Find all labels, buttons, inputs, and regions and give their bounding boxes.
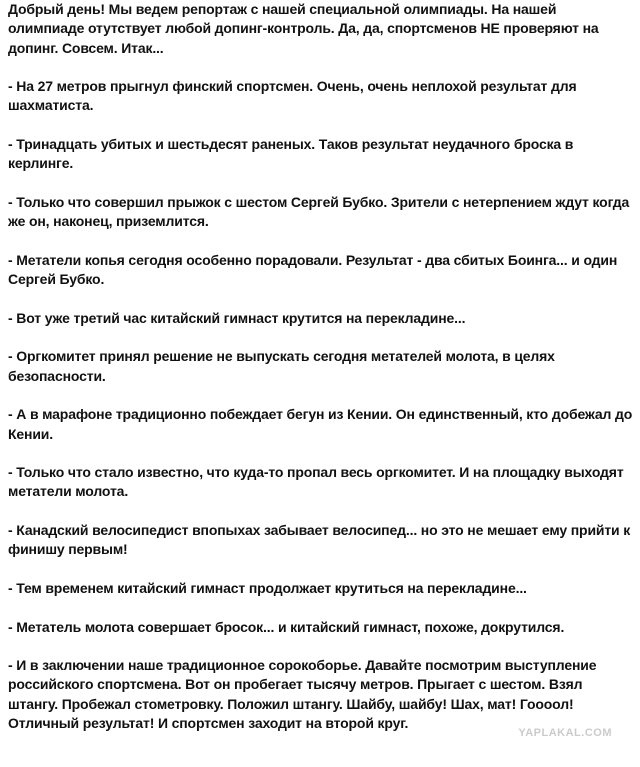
paragraph-item: - Тринадцать убитых и шестьдесят раненых. Таков результат неудачного броска в керлинге. — [8, 136, 574, 172]
paragraph-item: - Оргкомитет принял решение не выпускать сегодня метателей молота, в целях безопасности. — [8, 348, 555, 384]
paragraph-item: - Тем временем китайский гимнаст продолжает крутиться на перекладине... — [8, 579, 527, 596]
paragraph-item: - Канадский велосипедист впопыхах забывает велосипед... но это не мешает ему прийти к финишу первым! — [8, 522, 631, 558]
paragraph-item: - Только что стало известно, что куда-то пропал весь оргкомитет. И на площадку выходят метатели молота. — [8, 464, 624, 500]
paragraph-item: - Вот уже третий час китайский гимнаст крутится на перекладине... — [8, 309, 466, 326]
paragraph-item: - Только что совершил прыжок с шестом Сергей Бубко. Зрители с нетерпением ждут когда же он, наконец, приземлится. — [8, 193, 630, 230]
document-body — [8, 0, 634, 733]
paragraph-final: - И в заключении наше традиционное сорокоборье. Давайте посмотрим выступление российского спортсмена. Вот он пробегает тысячу метров. Прыгает с шестом. Взял штангу. Пробежал стометровку. Положил штангу. Шайбу, шайбу! Шах, мат! Гоооол! Отличный результат! И спортсмен заходит на второй круг. — [8, 657, 597, 731]
paragraph-item: - Метатель молота совершает бросок... и китайский гимнаст, похоже, докрутился. — [8, 618, 565, 635]
paragraph-item: - На 27 метров прыгнул финский спортсмен. Очень, очень неплохой результат для шахматиста. — [8, 78, 577, 114]
paragraph-item: - Метатели копья сегодня особенно порадовали. Результат - два сбитых Боинга... и один Сергей Бубко. — [8, 251, 618, 288]
paragraph-intro: Добрый день! Мы ведем репортаж с нашей специальной олимпиады. На нашей олимпиаде отутствует любой допинг-контроль. Да, да, спортсменов НЕ проверяют на допинг. Совсем. Итак... — [8, 1, 599, 56]
paragraph-item: - А в марафоне традиционно побеждает бегун из Кении. Он единственный, кто добежал до Кении. — [8, 406, 633, 442]
site-watermark: YAPLAKAL.COM — [518, 727, 612, 739]
